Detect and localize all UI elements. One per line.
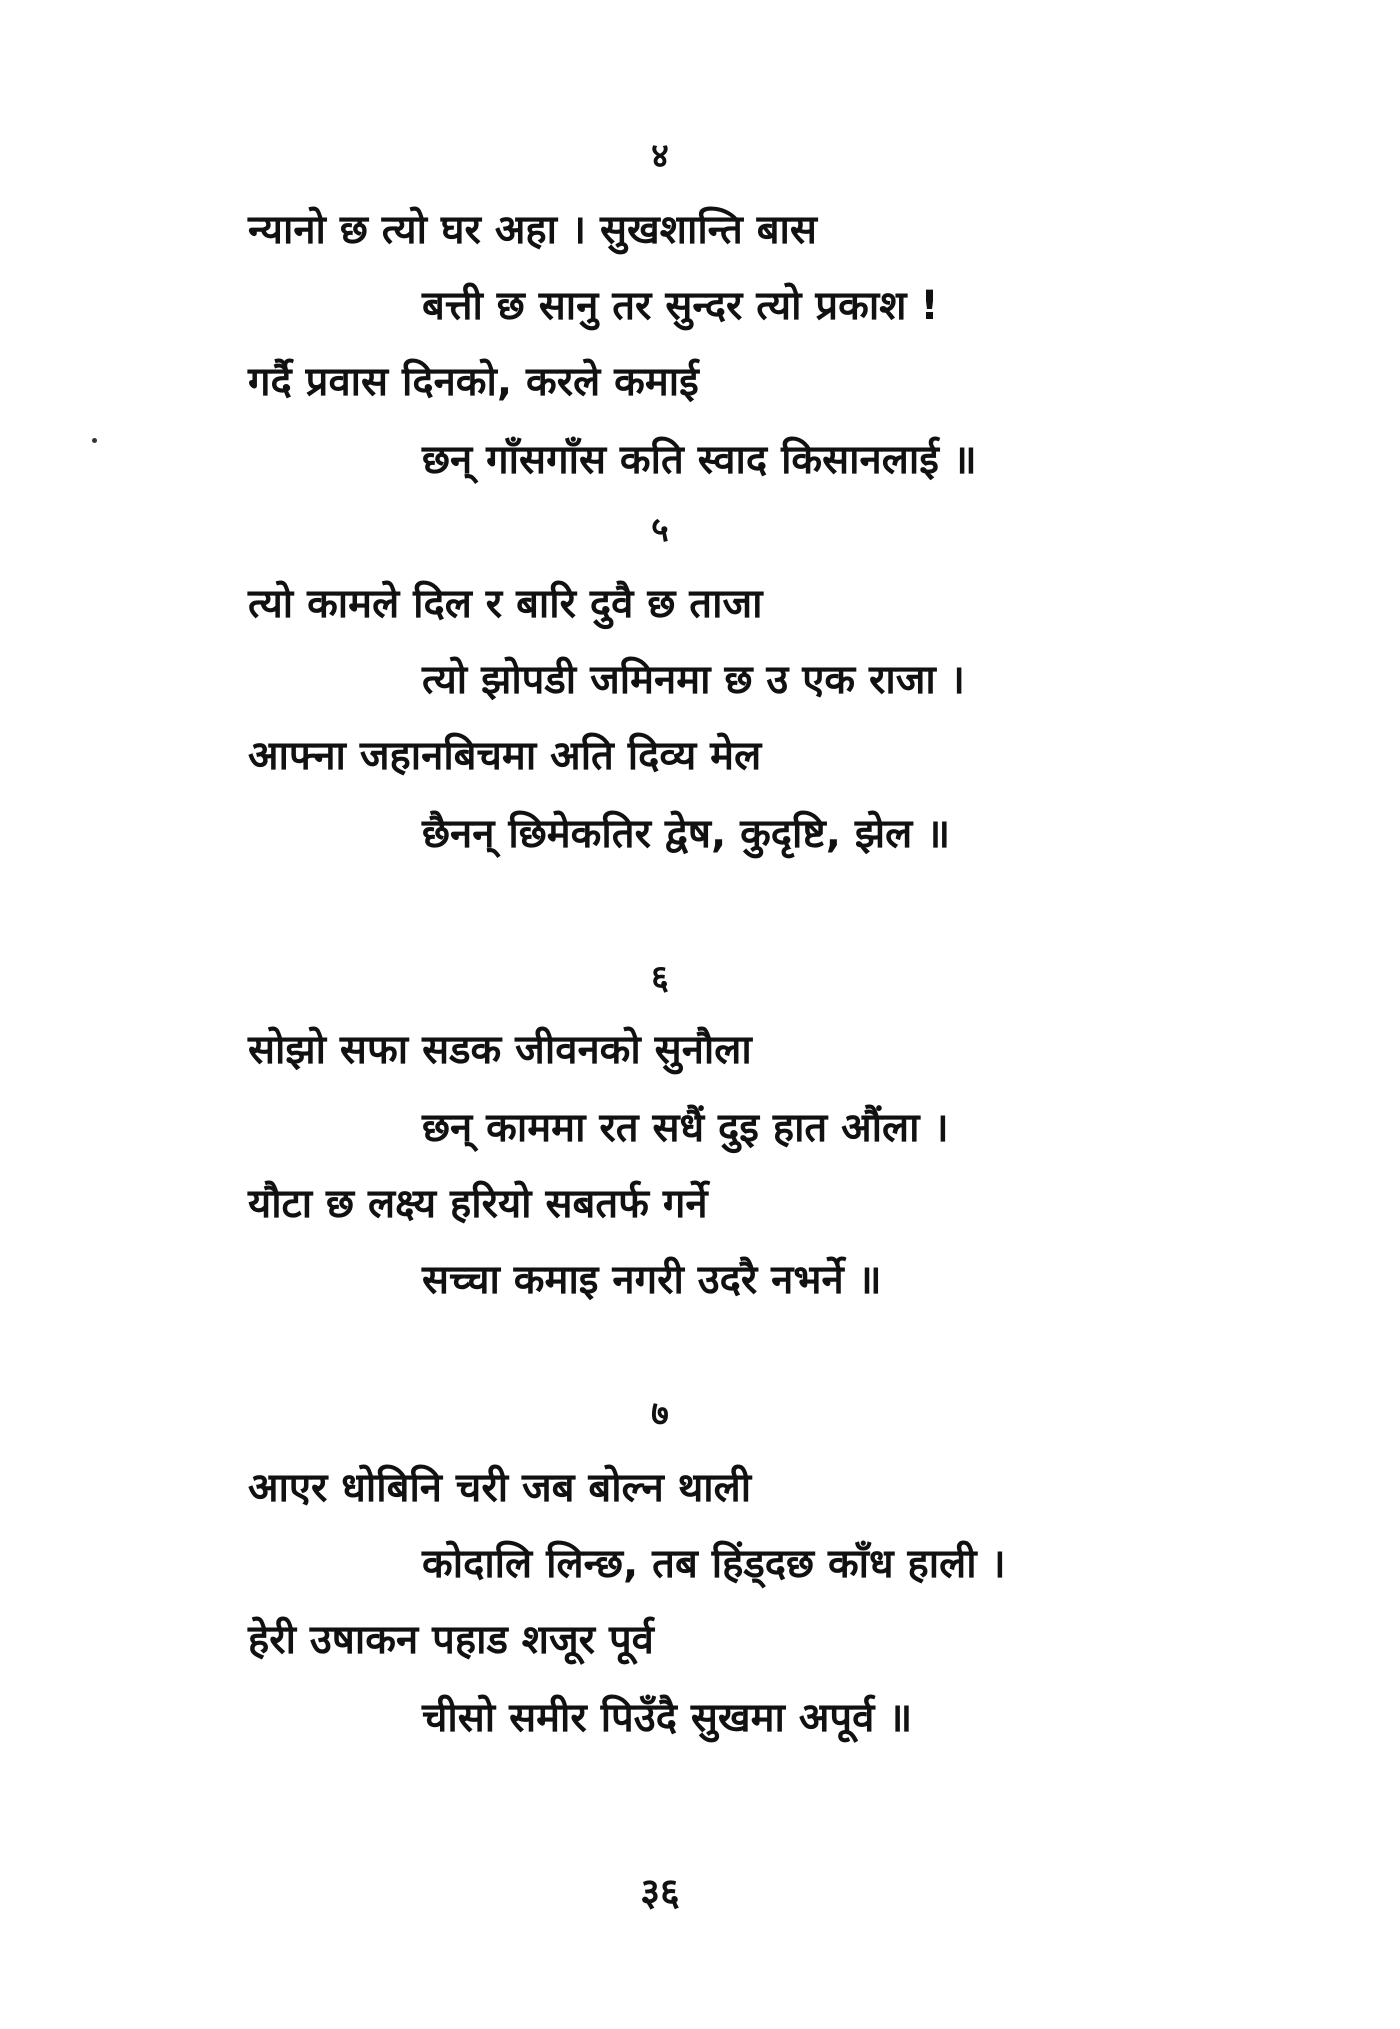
stanza-6-line-2: छन् काममा रत सधैं दुइ हात औंला ।: [422, 1105, 949, 1151]
stanza-4-line-4: छन् गाँसगाँस कति स्वाद किसानलाई ॥: [422, 437, 977, 483]
page-number: ३६: [640, 1870, 680, 1914]
stanza-4-line-2: बत्ती छ सानु तर सुन्दर त्यो प्रकाश !: [422, 283, 939, 329]
stanza-5-line-3: आफ्ना जहानबिचमा अति दिव्य मेल: [248, 733, 762, 779]
stanza-6-line-4: सच्चा कमाइ नगरी उदरै नभर्ने ॥: [422, 1257, 882, 1303]
stanza-number-5: ५: [651, 510, 669, 550]
stanza-6-line-3: यौटा छ लक्ष्य हरियो सबतर्फ गर्ने: [248, 1181, 708, 1227]
stanza-number-7: ७: [651, 1394, 669, 1434]
stanza-7-line-3: हेरी उषाकन पहाड शजूर पूर्व: [248, 1617, 654, 1663]
stanza-number-4: ४: [651, 136, 669, 176]
scan-speck: [92, 438, 97, 443]
stanza-6-line-1: सोझो सफा सडक जीवनको सुनौला: [248, 1027, 752, 1073]
stanza-7-line-1: आएर धोबिनि चरी जब बोल्न थाली: [248, 1465, 752, 1511]
stanza-5-line-2: त्यो झोपडी जमिनमा छ उ एक राजा ।: [422, 657, 965, 703]
stanza-7-line-4: चीसो समीर पिउँदै सुखमा अपूर्व ॥: [422, 1695, 913, 1741]
stanza-number-6: ६: [651, 958, 669, 998]
stanza-5-line-1: त्यो कामले दिल र बारि दुवै छ ताजा: [248, 581, 763, 627]
stanza-4-line-1: न्यानो छ त्यो घर अहा । सुखशान्ति बास: [248, 207, 817, 253]
stanza-4-line-3: गर्दै प्रवास दिनको, करले कमाई: [248, 359, 699, 405]
stanza-7-line-2: कोदालि लिन्छ, तब हिंड्दछ काँध हाली ।: [422, 1541, 1006, 1587]
stanza-5-line-4: छैनन् छिमेकतिर द्वेष, कुदृष्टि, झेल ॥: [422, 811, 951, 857]
